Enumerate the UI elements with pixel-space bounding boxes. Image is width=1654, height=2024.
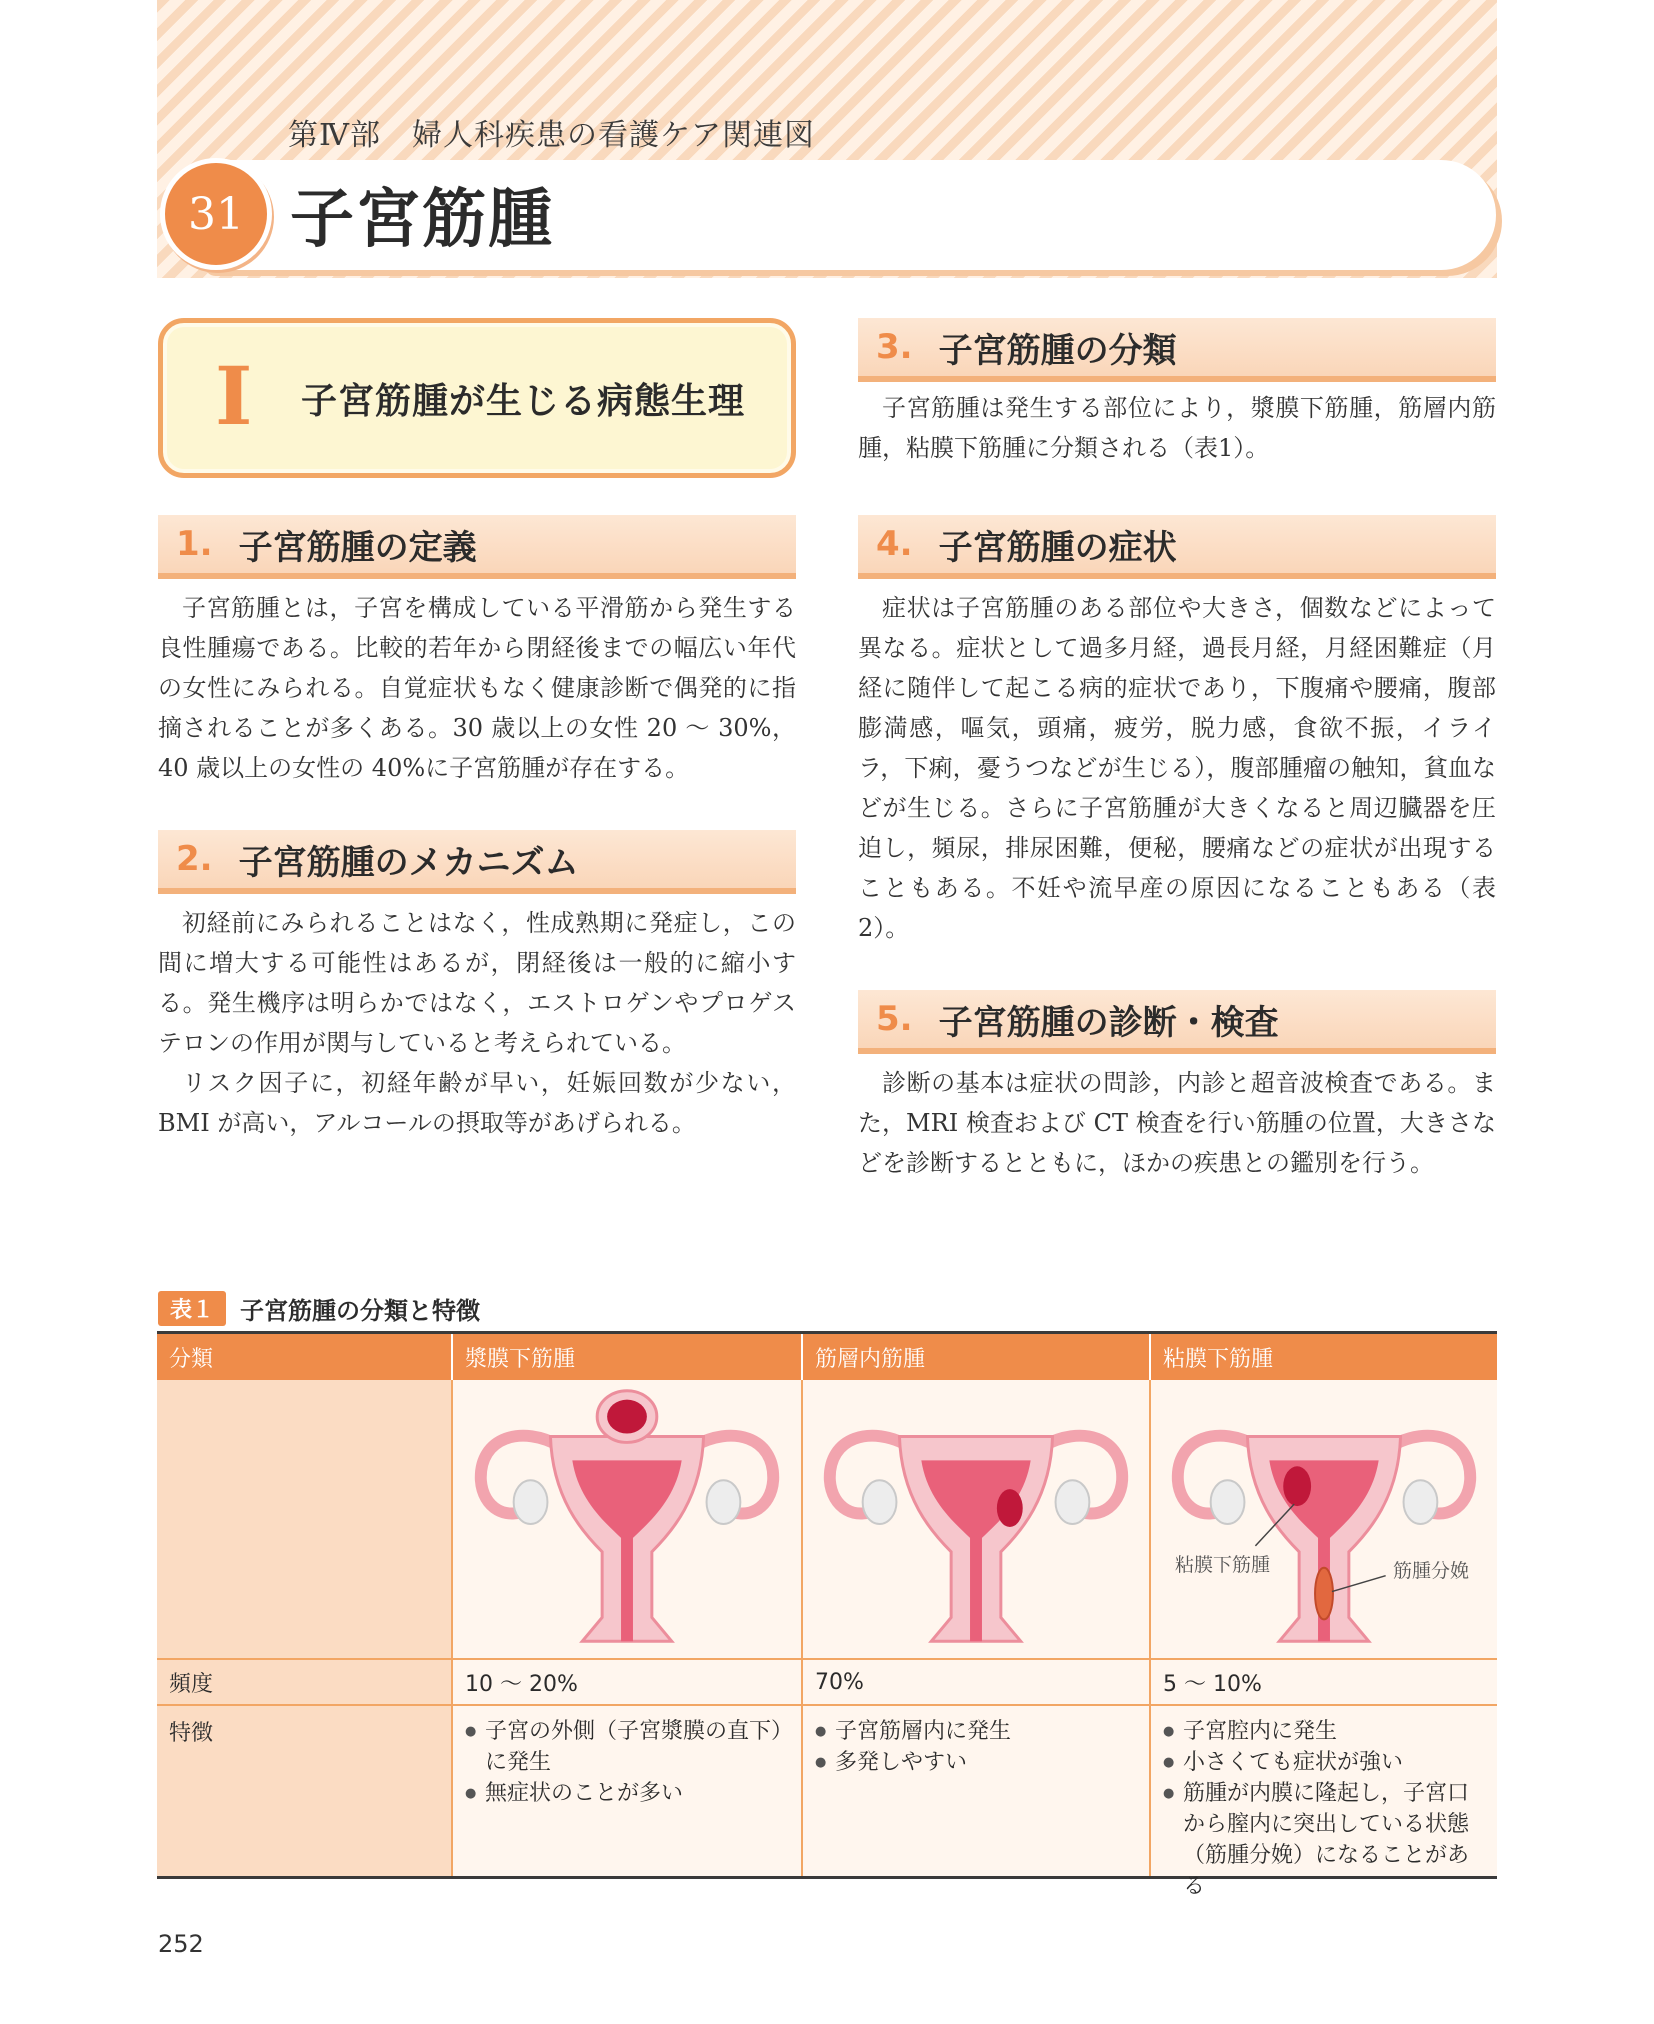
feature-list <box>815 1716 1137 1778</box>
table-features-row <box>157 1704 1497 1899</box>
table-row-label: 特徴 <box>157 1704 451 1876</box>
feature-item: ● 多発しやすい <box>815 1747 1137 1778</box>
table-image-cell <box>1149 1380 1497 1658</box>
table-image-row <box>157 1380 1497 1658</box>
chapter-title: 子宮筋腫 <box>290 183 554 257</box>
feature-list <box>465 1716 789 1809</box>
table-header-cell: 粘膜下筋腫 <box>1149 1334 1497 1380</box>
paragraph: リスク因子に，初経年齢が早い，妊娠回数が少ない，BMI が高い，アルコールの摂取等があげられる。 <box>158 1069 796 1137</box>
uterus-diagram <box>830 1436 1122 1642</box>
feature-item: ● 子宮筋層内に発生 <box>815 1716 1137 1747</box>
section-title: 子宮筋腫の分類 <box>938 330 1177 371</box>
part-label: 第Ⅳ部 婦人科疾患の看護ケア関連図 <box>288 118 815 153</box>
subserosal-fibroid-illustration <box>453 1380 801 1658</box>
table-header-row <box>157 1334 1497 1380</box>
feature-item: ● 子宮の外側（子宮漿膜の直下）に発生 <box>465 1716 789 1778</box>
paragraph: 子宮筋腫は発生する部位により，漿膜下筋腫，筋層内筋腫，粘膜下筋腫に分類される（表1）。 <box>858 394 1496 462</box>
table-image-cell <box>451 1380 801 1658</box>
table-cell-features <box>451 1704 801 1876</box>
table-header-cell: 筋層内筋腫 <box>801 1334 1149 1380</box>
feature-list <box>1163 1716 1485 1902</box>
table-row-label-empty <box>157 1380 451 1658</box>
paragraph: 子宮筋腫とは，子宮を構成している平滑筋から発生する良性腫瘍である。比較的若年から閉経後までの幅広い年代の女性にみられる。自覚症状もなく健康診断で偶発的に指摘されることが多くある。30 歳以上の女性 20 ～ 30%，40 歳以上の女性の 40%に子宮筋腫が存在する。 <box>158 594 796 782</box>
chapter-number-badge: 31 <box>160 158 272 270</box>
part-box <box>158 318 796 478</box>
classification-table <box>157 1331 1497 1899</box>
table-header-cell: 分類 <box>157 1334 451 1380</box>
feature-item: ● 小さくても症状が強い <box>1163 1747 1485 1778</box>
section-title: 子宮筋腫の定義 <box>238 527 477 568</box>
paragraph: 診断の基本は症状の問診，内診と超音波検査である。また，MRI 検査および CT 検査を行い筋腫の位置，大きさなどを診断するとともに，ほかの疾患との鑑別を行う。 <box>858 1069 1496 1177</box>
section-number: 1. <box>176 524 213 564</box>
table-cell-features <box>1149 1704 1497 1899</box>
section-heading-classification <box>858 318 1496 382</box>
table-cell-frequency: 70% <box>801 1658 1149 1704</box>
table-caption-text: 子宮筋腫の分類と特徴 <box>240 1296 481 1325</box>
feature-item: ● 子宮腔内に発生 <box>1163 1716 1485 1747</box>
section-title: 子宮筋腫のメカニズム <box>238 842 579 883</box>
section-number: 4. <box>876 524 913 564</box>
table-header-cell: 漿膜下筋腫 <box>451 1334 801 1380</box>
uterus-diagram <box>481 1391 773 1642</box>
table-image-cell <box>801 1380 1149 1658</box>
annotation-fibroid-delivery: 筋腫分娩 <box>1393 1560 1470 1582</box>
section-heading-symptoms <box>858 515 1496 579</box>
table-row-label: 頻度 <box>157 1658 451 1704</box>
paragraph: 症状は子宮筋腫のある部位や大きさ，個数などによって異なる。症状として過多月経，過長月経，月経困難症（月経に随伴して起こる病的症状であり，下腹痛や腰痛，腹部膨満感，嘔気，頭痛，疲労，脱力感，食欲不振，イライラ，下痢，憂うつなどが生じる），腹部腫瘤の触知，貧血などが生じる。さらに子宮筋腫が大きくなると周辺臓器を圧迫し，頻尿，排尿困難，便秘，腰痛などの症状が出現することもある。不妊や流早産の原因になることもある（表2）。 <box>858 594 1496 942</box>
part-title: 子宮筋腫が生じる病態生理 <box>301 381 746 422</box>
table-cell-features <box>801 1704 1149 1876</box>
intramural-fibroid-illustration <box>803 1380 1149 1658</box>
page-number: 252 <box>158 1930 204 1958</box>
paragraph: 初経前にみられることはなく，性成熟期に発症し，この間に増大する可能性はあるが，閉経後は一般的に縮小する。発生機序は明らかではなく，エストロゲンやプロゲステロンの作用が関与していると考えられている。 <box>158 909 796 1057</box>
section-number: 3. <box>876 327 913 367</box>
submucosal-fibroid-illustration <box>1151 1380 1497 1658</box>
table-caption <box>158 1290 480 1326</box>
section-title: 子宮筋腫の症状 <box>938 527 1177 568</box>
section-heading-diagnosis <box>858 990 1496 1054</box>
uterus-diagram <box>1178 1436 1470 1642</box>
table-cell-frequency: 5 ～ 10% <box>1149 1658 1497 1704</box>
section-title: 子宮筋腫の診断・検査 <box>938 1002 1279 1043</box>
table-caption-tag: 表１ <box>158 1291 226 1326</box>
part-numeral: I <box>215 349 253 443</box>
feature-item: ● 無症状のことが多い <box>465 1778 789 1809</box>
table-frequency-row <box>157 1658 1497 1704</box>
section-heading-definition <box>158 515 796 579</box>
section-number: 5. <box>876 999 913 1039</box>
table-cell-frequency: 10 ～ 20% <box>451 1658 801 1704</box>
feature-item: ● 筋腫が内膜に隆起し，子宮口から膣内に突出している状態（筋腫分娩）になることがある <box>1163 1778 1485 1902</box>
section-heading-mechanism <box>158 830 796 894</box>
annotation-submucosal: 粘膜下筋腫 <box>1175 1554 1271 1576</box>
section-number: 2. <box>176 839 213 879</box>
